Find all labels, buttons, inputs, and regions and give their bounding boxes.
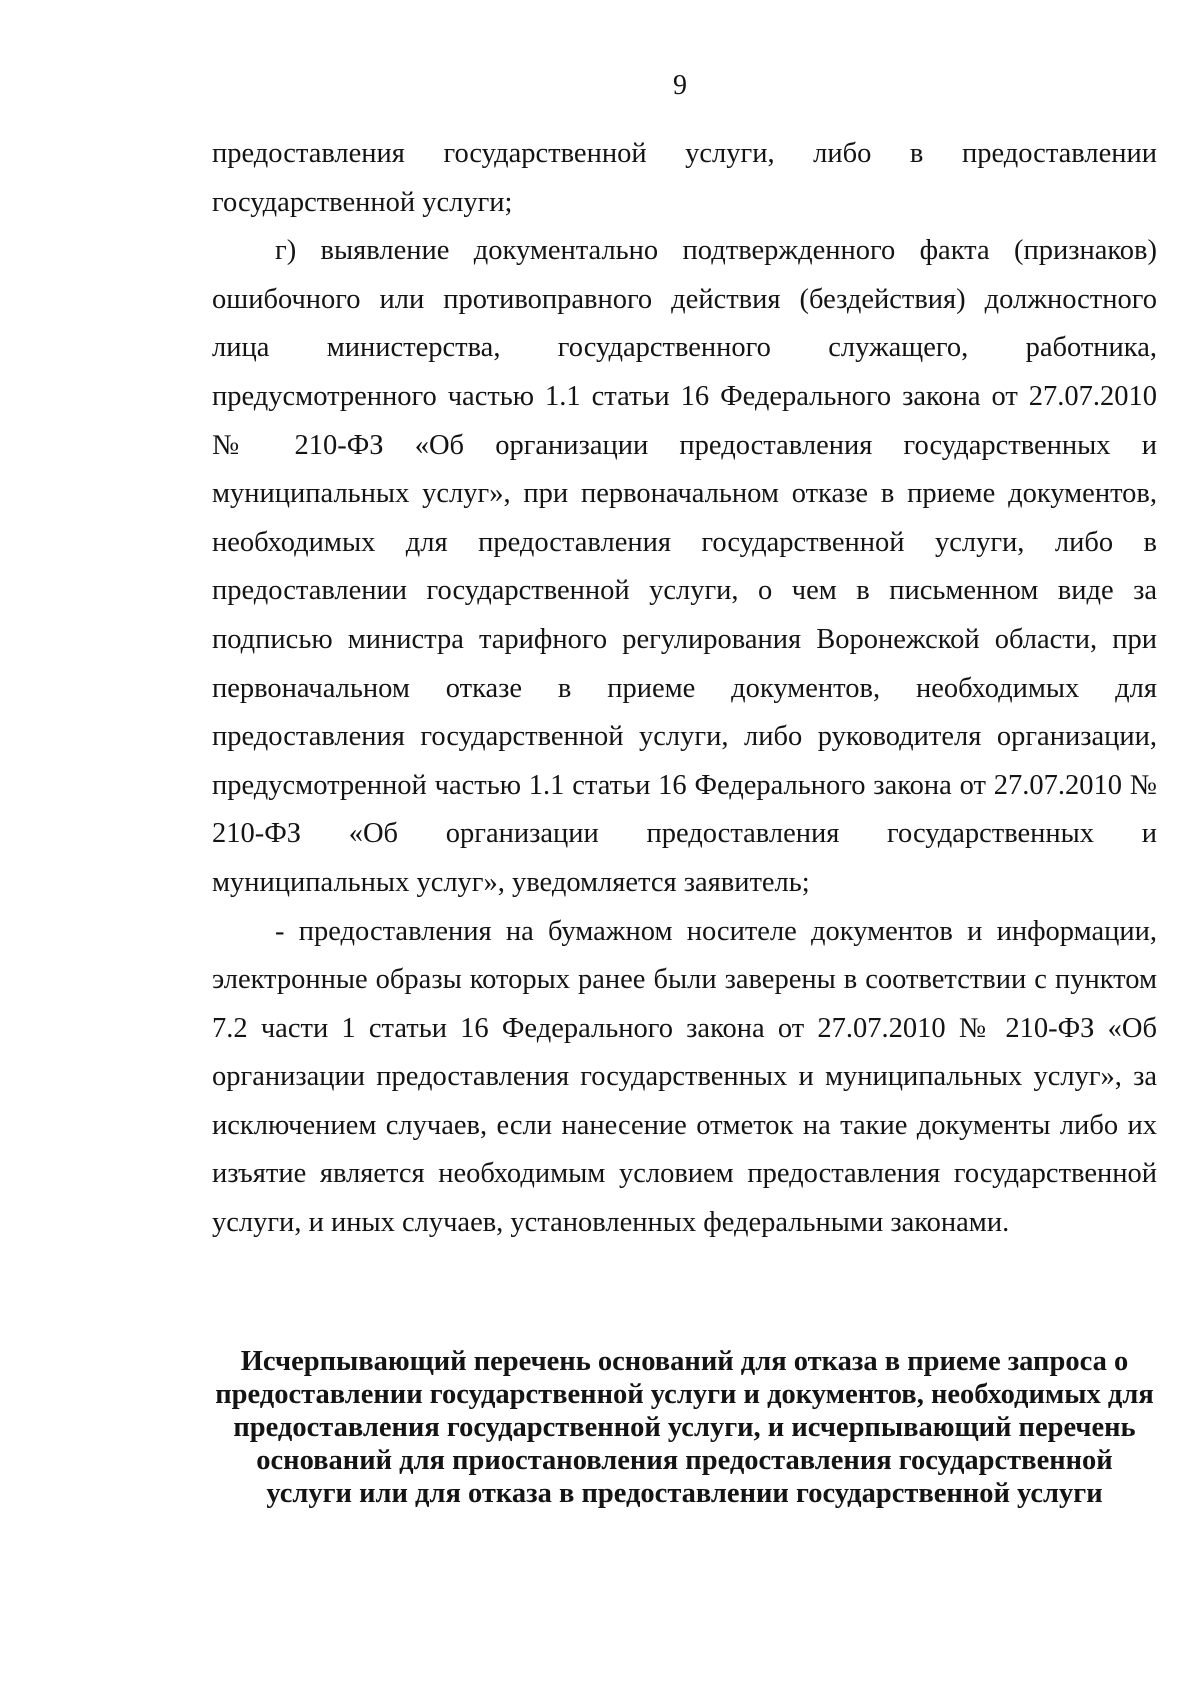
document-body (212, 130, 1157, 1248)
paragraph-continuation: предоставления государственной услуги, либо в предоставлении государственной услуги; (212, 138, 1157, 218)
paragraph-item-g: г) выявление документально подтвержденного факта (признаков) ошибочного или противоправного действия (бездействия) должностного лица министерства, государственного служащего, работника, предусмотренного частью 1.1 статьи 16 Федерального закона от 27.07.2010 № 210-ФЗ «Об организации предоставления государственных и муниципальных услуг», при первоначальном отказе в приеме документов, необходимых для предоставления государственной услуги, либо в предоставлении государственной услуги, о чем в письменном виде за подписью министра тарифного регулирования Воронежской области, при первоначальном отказе в приеме документов, необходимых для предоставления государственной услуги, либо руководителя организации, предусмотренной частью 1.1 статьи 16 Федерального закона от 27.07.2010 № 210-ФЗ «Об организации предоставления государственных и муниципальных услуг», уведомляется заявитель; (212, 235, 1157, 898)
section-heading (212, 1345, 1157, 1510)
heading-line: Исчерпывающий перечень оснований для отказа в приеме запроса о (240, 1346, 1129, 1377)
heading-line: оснований для приостановления предоставления государственной (256, 1445, 1113, 1476)
paragraph-paper-documents: - предоставления на бумажном носителе документов и информации, электронные образы которых ранее были заверены в соответствии с пунктом 7.2 части 1 статьи 16 Федерального закона от 27.07.2010 № 210-ФЗ «Об организации предоставления государственных и муниципальных услуг», за исключением случаев, если нанесение отметок на такие документы либо их изъятие является необходимым условием предоставления государственной услуги, и иных случаев, установленных федеральными законами. (212, 915, 1157, 1239)
heading-line: предоставлении государственной услуги и документов, необходимых для (215, 1379, 1154, 1410)
heading-line: предоставления государственной услуги, и исчерпывающий перечень (233, 1412, 1136, 1443)
page-number: 9 (673, 70, 687, 101)
heading-line: услуги или для отказа в предоставлении государственной услуги (266, 1478, 1103, 1509)
